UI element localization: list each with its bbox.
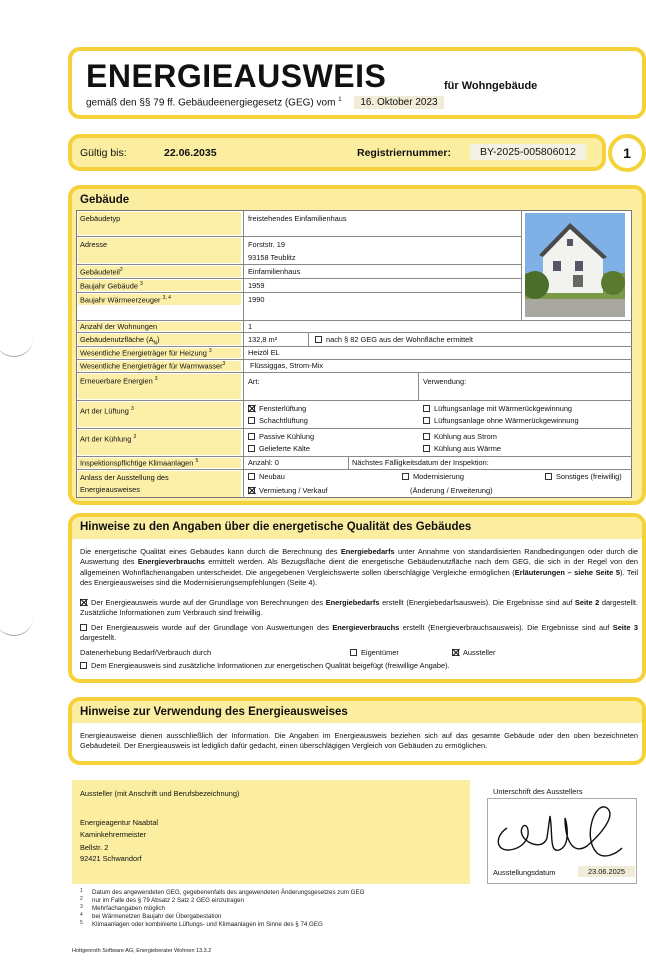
- cool-option-4: [423, 444, 501, 453]
- area-label-end: ): [157, 335, 160, 344]
- footnote-number: 1: [80, 888, 83, 894]
- registration-value: BY-2025-005806012: [470, 144, 586, 160]
- survey-owner: [350, 648, 399, 657]
- units-value: 1: [248, 322, 253, 331]
- ac-value: Anzahl: 0: [248, 458, 279, 467]
- reason-label-2: Energieausweises: [80, 485, 140, 494]
- renew-label: [78, 374, 241, 399]
- row-line: [76, 264, 521, 265]
- owner-checkbox[interactable]: [350, 649, 357, 656]
- cool-checkbox-1[interactable]: [248, 433, 255, 440]
- type-value: freistehendes Einfamilienhaus: [248, 214, 347, 223]
- law-line: [86, 97, 444, 108]
- units-label: Anzahl der Wohnungen: [78, 322, 241, 331]
- reason-label: [78, 471, 241, 497]
- heating-label-text: Wesentliche Energieträger für Heizung: [80, 348, 207, 358]
- survey-label: Datenerhebung Bedarf/Verbrauch durch: [80, 648, 212, 657]
- p1e: ermittelt werden. Als Bezugsfläche dient die energetische Gebäudenutzfläche nach dem GEG, die sich in der Regel von den allgemeinen Wohnflächenangaben unterscheidet. Die angegebenen Vergleichswerte sollen überschlägige Vergleiche ermöglichen (: [80, 557, 638, 577]
- vent-opt1-text: Fensterlüftung: [259, 404, 307, 413]
- cool-option-3: [423, 432, 497, 441]
- water-sup: 3: [222, 361, 226, 367]
- row-line: [76, 292, 521, 293]
- year-sup: 3: [140, 281, 143, 287]
- reason-opt4-text: Sonstiges (freiwillig): [556, 472, 622, 481]
- vent-opt2-text: Schachtlüftung: [259, 416, 308, 425]
- ac-label: [78, 458, 241, 468]
- building-title: Gebäude: [80, 194, 130, 206]
- footnote-text: nur im Falle des § 79 Absatz 2 Satz 2 GEG einzutragen: [92, 897, 245, 904]
- issuer-text: Aussteller: [463, 648, 496, 657]
- cool-option-2: [248, 444, 310, 453]
- area-sub: N: [153, 340, 158, 345]
- footnote-text: bei Wärmenetzen Baujahr der Übergabestation: [92, 913, 222, 920]
- issuer-checkbox[interactable]: [452, 649, 459, 656]
- valid-until-value: 22.06.2035: [164, 147, 217, 159]
- footnote-number: 4: [80, 912, 83, 918]
- building-photo: [525, 213, 625, 317]
- document-title: ENERGIEAUSWEIS: [86, 58, 387, 94]
- ac-label-text: Inspektionspflichtige Klimaanlagen: [80, 458, 194, 468]
- p1c: unter Annahme von standardisierten Randbedingungen oder durch die Auswertung des: [80, 547, 638, 567]
- opt2d: Seite 3: [612, 623, 638, 632]
- issuer-city: 92421 Schwandorf: [80, 854, 142, 863]
- consumption-checkbox[interactable]: [80, 624, 87, 631]
- opt3: Dem Energieausweis sind zusätzliche Informationen zur energetischen Qualität beigefügt (freiwillige Angabe).: [91, 661, 450, 670]
- vent-option-3: [423, 404, 572, 413]
- heating-sup: 3: [208, 348, 212, 354]
- reason-option-1: [248, 472, 285, 481]
- reason-checkbox-4[interactable]: [545, 473, 552, 480]
- part-sup: 2: [119, 267, 123, 273]
- reason-option-3b: (Änderung / Erweiterung): [410, 486, 493, 495]
- hints-option-consumption: [80, 623, 638, 644]
- row-line: [76, 346, 632, 347]
- demand-checkbox[interactable]: [80, 599, 87, 606]
- software-credit: Hottgenroth Software AG, Energieberater Wohnen 13.3.2: [72, 948, 212, 954]
- part-value: Einfamilienhaus: [248, 267, 301, 276]
- punch-mark: [0, 335, 34, 357]
- area-label: [78, 334, 241, 345]
- row-line: [76, 456, 632, 457]
- cool-opt2-text: Gelieferte Kälte: [259, 444, 310, 453]
- reason-checkbox-2[interactable]: [248, 487, 255, 494]
- vent-label: [78, 402, 241, 427]
- type-label: Gebäudetyp: [78, 212, 241, 235]
- usage-title: Hinweise zur Verwendung des Energieausweises: [80, 706, 348, 718]
- issue-date-label: Ausstellungsdatum: [493, 868, 556, 877]
- vent-option-1: [248, 404, 306, 413]
- cool-label: [78, 430, 241, 455]
- row-line: [76, 428, 632, 429]
- cool-checkbox-3[interactable]: [423, 433, 430, 440]
- issuer-street: Bellstr. 2: [80, 843, 109, 852]
- hints-option-additional: [80, 661, 450, 670]
- reason-option-2: [248, 486, 328, 495]
- cool-opt3-text: Kühlung aus Strom: [434, 432, 497, 441]
- law-date: 16. Oktober 2023: [354, 96, 443, 109]
- area-value: 132,8 m²: [248, 335, 278, 344]
- issuer-title: Kaminkehrermeister: [80, 830, 147, 839]
- cool-label-text: Art der Kühlung: [80, 434, 132, 444]
- vent-option-4: [423, 416, 579, 425]
- house-picture: [525, 213, 625, 317]
- cool-opt1-text: Passive Kühlung: [259, 432, 315, 441]
- opt1c: erstellt (Energiebedarfsausweis). Die Ergebnisse sind auf: [379, 598, 575, 607]
- part-label: [78, 266, 241, 277]
- row-line: [76, 332, 632, 333]
- p1a: Die energetische Qualität eines Gebäudes kann durch die Berechnung des: [80, 547, 341, 556]
- heater-year-label-text: Baujahr Wärmeerzeuger: [80, 295, 161, 305]
- opt1d: Seite 2: [574, 598, 600, 607]
- ac-next-inspection: Nächstes Fälligkeitsdatum der Inspektion:: [352, 458, 489, 467]
- heater-year-label: [78, 294, 241, 305]
- footnote-text: Datum des angewendeten GEG, gegebenenfalls des angewendeten Änderungsgesetzes zum GEG: [92, 889, 365, 896]
- renew-label-text: Erneuerbare Energien: [80, 376, 153, 386]
- page-number: 1: [623, 145, 631, 161]
- row-line: [76, 359, 632, 360]
- address-label: Adresse: [78, 238, 241, 263]
- row-line: [76, 400, 632, 401]
- opt1b: Energiebedarfs: [325, 598, 380, 607]
- p1f: Erläuterungen – siehe Seite 5: [514, 567, 620, 577]
- address-line-1: Forststr. 19: [248, 240, 285, 249]
- reason-opt2-text: Vermietung / Verkauf: [259, 486, 328, 495]
- punch-mark: [0, 614, 34, 636]
- opt2a: Der Energieausweis wurde auf der Grundlage von Auswertungen des: [91, 623, 333, 632]
- issue-date-value: 23.06.2025: [578, 866, 635, 877]
- issuer-label: Aussteller (mit Anschrift und Berufsbezeichnung): [80, 789, 240, 798]
- vent-label-text: Art der Lüftung: [80, 406, 129, 416]
- law-text: gemäß den §§ 79 ff. Gebäudeenergiegesetz (GEG) vom: [86, 97, 336, 109]
- additional-checkbox[interactable]: [80, 662, 87, 669]
- p1d: Energieverbrauchs: [137, 557, 205, 567]
- hints-title: Hinweise zu den Angaben über die energetische Qualität des Gebäudes: [80, 521, 472, 533]
- ac-sup: 5: [195, 458, 199, 464]
- col-divider: [308, 332, 309, 346]
- part-label-text: Gebäudeteil: [80, 267, 120, 277]
- reason-label-1: Anlass der Ausstellung des: [80, 473, 169, 482]
- reason-option-4: [545, 472, 622, 481]
- footnote-text: Mehrfachangaben möglich: [92, 905, 165, 912]
- opt2c: erstellt (Energieverbrauchsausweis). Die Ergebnisse sind auf: [399, 623, 613, 632]
- document-subtitle: für Wohngebäude: [444, 80, 538, 92]
- p1g: ). Teil des Energieausweises sind die Modernisierungsempfehlungen (Seite 4).: [80, 567, 638, 587]
- address-line-2: 93158 Teublitz: [248, 253, 296, 262]
- vent-sup: 3: [130, 406, 134, 412]
- area-label-text: Gebäudenutzfläche (A: [80, 335, 154, 344]
- opt1e: dargestellt. Zusätzliche Informationen zum Verbrauch sind freiwillig.: [80, 598, 638, 618]
- col-divider: [348, 456, 349, 469]
- heater-year-sup: 3, 4: [162, 295, 171, 301]
- cool-option-1: [248, 432, 314, 441]
- vent-checkbox-1[interactable]: [248, 405, 255, 412]
- vent-checkbox-3[interactable]: [423, 405, 430, 412]
- water-label-text: Wesentliche Energieträger für Warmwasser: [80, 361, 223, 371]
- year-value: 1959: [248, 281, 265, 290]
- col-divider: [243, 210, 244, 498]
- footnote-text: Klimaanlagen oder kombinierte Lüftungs- und Klimaanlagen im Sinne des § 74 GEG: [92, 921, 323, 928]
- renew-sup: 3: [154, 376, 158, 382]
- col-divider: [418, 372, 419, 400]
- p1b: Energiebedarfs: [340, 547, 395, 556]
- cool-opt4-text: Kühlung aus Wärme: [434, 444, 501, 453]
- opt1a: Der Energieausweis wurde auf der Grundlage von Berechnungen des: [91, 598, 326, 607]
- cool-checkbox-4[interactable]: [423, 445, 430, 452]
- vent-option-2: [248, 416, 308, 425]
- usage-text: Energieausweise dienen ausschließlich der Information. Die Angaben im Energieausweis beziehen sich auf das gesamte Gebäude oder den oben bezeichneten Gebäudeteil. Der Energieausweis ist lediglich dafür gedacht, einen überschlägigen Vergleich von Gebäuden zu ermöglichen.: [80, 731, 638, 751]
- heating-label: [78, 348, 241, 358]
- heater-year-value: 1990: [248, 295, 265, 304]
- law-footnote-ref: 1: [338, 97, 342, 103]
- renew-art: Art:: [248, 377, 260, 386]
- reason-checkbox-1[interactable]: [248, 473, 255, 480]
- water-label: [78, 361, 241, 371]
- row-line: [76, 372, 632, 373]
- opt2e: dargestellt.: [80, 633, 117, 643]
- page-number-badge: [608, 134, 646, 172]
- reason-option-3: [402, 472, 464, 481]
- reason-opt3-text: Modernisierung: [413, 472, 464, 481]
- row-line: [76, 469, 632, 470]
- area-option-text: nach § 82 GEG aus der Wohnfläche ermittelt: [326, 335, 473, 344]
- vent-opt3-text: Lüftungsanlage mit Wärmerückgewinnung: [434, 404, 573, 413]
- footnote-number: 3: [80, 904, 83, 910]
- heating-value: Heizöl EL: [248, 348, 280, 357]
- row-line: [76, 320, 632, 321]
- year-label-text: Baujahr Gebäude: [80, 281, 138, 291]
- cool-checkbox-2[interactable]: [248, 445, 255, 452]
- registration-label: Registriernummer:: [357, 147, 451, 159]
- vent-checkbox-2[interactable]: [248, 417, 255, 424]
- opt2b: Energieverbrauchs: [332, 623, 400, 632]
- area-option: [315, 335, 473, 344]
- hints-option-demand: [80, 598, 638, 619]
- footnote-number: 2: [80, 896, 83, 902]
- signature-label: Unterschrift des Ausstellers: [493, 787, 583, 796]
- issuer-name: Energieagentur Naabtal: [80, 818, 159, 827]
- cool-sup: 3: [133, 434, 137, 440]
- reason-checkbox-3[interactable]: [402, 473, 409, 480]
- survey-issuer: [452, 648, 495, 657]
- area-checkbox[interactable]: [315, 336, 322, 343]
- renew-use: Verwendung:: [423, 377, 467, 386]
- vent-checkbox-4[interactable]: [423, 417, 430, 424]
- col-divider: [521, 210, 522, 320]
- year-label: [78, 280, 241, 291]
- valid-until-label: Gültig bis:: [80, 147, 127, 159]
- owner-text: Eigentümer: [361, 648, 399, 657]
- footnote-number: 5: [80, 920, 83, 926]
- row-line: [76, 278, 521, 279]
- reason-opt1-text: Neubau: [259, 472, 285, 481]
- water-value: Flüssiggas, Strom-Mix: [250, 361, 324, 370]
- hints-paragraph: [80, 547, 638, 588]
- row-line: [76, 236, 521, 237]
- signature-scribble: [487, 798, 637, 868]
- vent-opt4-text: Lüftungsanlage ohne Wärmerückgewinnung: [434, 416, 579, 425]
